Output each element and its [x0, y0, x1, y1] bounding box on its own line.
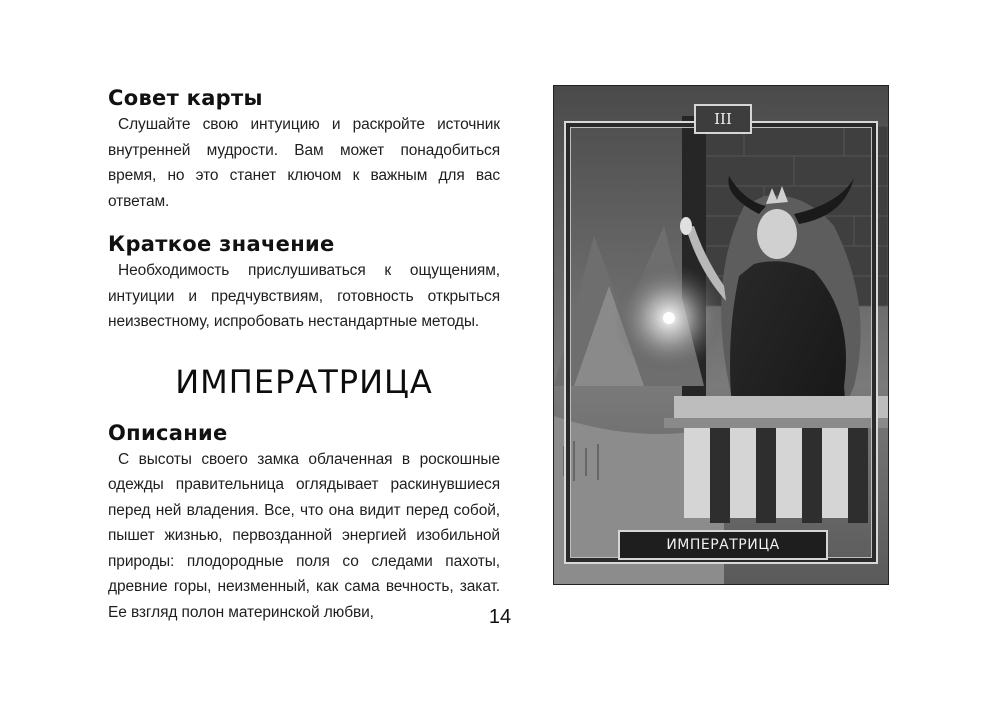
- card-artwork: [554, 86, 888, 584]
- section-text-brief: Необходимость прислушиваться к ощущениям, интуиции и предчувствиям, готовность открыться неизвестному, испробовать нестандартные методы.: [108, 262, 500, 330]
- page-number: 14: [488, 606, 512, 628]
- section-heading-brief: Краткое значение: [108, 232, 335, 256]
- perfume-bottle: [680, 217, 692, 235]
- face: [757, 209, 797, 259]
- section-heading-advice: Совет карты: [108, 86, 263, 110]
- tarot-card-illustration: [553, 85, 889, 585]
- card-numeral: III: [694, 104, 752, 134]
- text-column: [108, 84, 500, 625]
- section-text-description: С высоты своего замка облаченная в роскошные одежды правительница оглядывает раскинувшиеся перед ней владения. Все, что она видит перед собой, пышет жизнью, первозданной энергией изобильной природы: плодородные поля со следами пахоты, древние горы, неизменный, как сама вечность, закат. Ее взгляд полон материнской любви,: [108, 450, 500, 621]
- card-name-plate: ИМПЕРАТРИЦА: [618, 530, 828, 560]
- section-heading-description: Описание: [108, 420, 228, 445]
- section-text-advice: Слушайте свою интуицию и раскройте источник внутренней мудрости. Вам может понадобиться время, но это станет ключом к важным для вас ответам.: [108, 116, 500, 210]
- balcony: [664, 396, 888, 523]
- card-title: ИМПЕРАТРИЦА: [175, 362, 433, 401]
